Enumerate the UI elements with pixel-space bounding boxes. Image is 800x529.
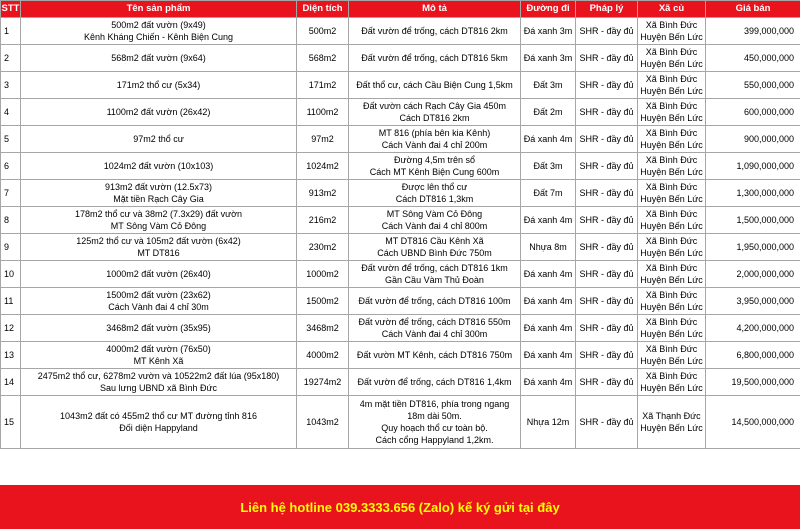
cell-commune-line: Huyện Bến Lức [640, 423, 703, 433]
cell-stt: 4 [1, 99, 21, 126]
cell-price: 550,000,000 [706, 72, 800, 99]
cell-description-line: 4m mặt tiền DT816, phía trong ngang [359, 399, 510, 409]
cell-commune-line: Huyện Bến Lức [640, 302, 703, 312]
cell-commune [638, 45, 706, 72]
cell-area: 216m2 [297, 207, 349, 234]
cell-name-line: 125m2 thổ cư và 105m2 đất vườn (6x42) [76, 236, 241, 246]
cell-commune-line: Xã Bình Đức [645, 209, 698, 219]
cell-stt: 6 [1, 153, 21, 180]
cell-road: Đá xanh 4m [521, 315, 576, 342]
cell-commune-line: Xã Bình Đức [645, 290, 698, 300]
cell-name-line: Mặt tiền Rạch Cây Gia [113, 194, 204, 204]
cell-commune [638, 126, 706, 153]
cell-commune [638, 396, 706, 449]
cell-commune-line: Xã Bình Đức [645, 155, 698, 165]
cell-name [21, 45, 297, 72]
cell-name-line: 171m2 thổ cư (5x34) [116, 80, 201, 90]
table-row [1, 342, 800, 369]
cell-name-line: 1000m2 đất vườn (26x40) [106, 269, 211, 279]
cell-price: 450,000,000 [706, 45, 800, 72]
cell-commune [638, 72, 706, 99]
cell-stt: 1 [1, 18, 21, 45]
cell-road: Đá xanh 4m [521, 126, 576, 153]
cell-description [349, 180, 521, 207]
cell-name [21, 234, 297, 261]
cell-legal: SHR - đầy đủ [576, 369, 638, 396]
table-row [1, 315, 800, 342]
cell-commune-line: Huyện Bến Lức [640, 383, 703, 393]
cell-area: 568m2 [297, 45, 349, 72]
cell-commune-line: Xã Bình Đức [645, 344, 698, 354]
cell-commune-line: Huyện Bến Lức [640, 248, 703, 258]
cell-description [349, 99, 521, 126]
cell-name-line: MT Kênh Xã [133, 356, 184, 366]
cell-name-line: MT Sông Vàm Cỏ Đông [110, 221, 207, 231]
cell-area: 19274m2 [297, 369, 349, 396]
cell-description-line: Cách Vành đai 4 chỉ 200m [381, 140, 488, 150]
cell-description-line: Cách MT Kênh Biện Cung 600m [369, 167, 500, 177]
cell-legal: SHR - đầy đủ [576, 153, 638, 180]
cell-legal: SHR - đầy đủ [576, 72, 638, 99]
table-row [1, 369, 800, 396]
cell-stt: 15 [1, 396, 21, 449]
cell-commune-line: Xã Bình Đức [645, 236, 698, 246]
cell-name [21, 315, 297, 342]
cell-commune [638, 234, 706, 261]
cell-commune-line: Huyện Bến Lức [640, 59, 703, 69]
cell-description [349, 153, 521, 180]
cell-name [21, 369, 297, 396]
cell-commune [638, 315, 706, 342]
cell-description-line: Cách cổng Happyland 1,2km. [375, 435, 494, 445]
cell-commune-line: Xã Bình Đức [645, 317, 698, 327]
cell-road: Đá xanh 4m [521, 207, 576, 234]
cell-name-line: 1024m2 đất vườn (10x103) [103, 161, 214, 171]
cell-stt: 12 [1, 315, 21, 342]
cell-description [349, 72, 521, 99]
cell-area: 230m2 [297, 234, 349, 261]
table-row [1, 126, 800, 153]
header-price: Giá bán [706, 1, 800, 18]
cell-area: 500m2 [297, 18, 349, 45]
table-row [1, 153, 800, 180]
cell-commune [638, 369, 706, 396]
cell-description [349, 45, 521, 72]
cell-commune [638, 99, 706, 126]
cell-description-line: Được lên thổ cư [401, 182, 468, 192]
cell-name [21, 261, 297, 288]
header-row [1, 1, 800, 18]
cell-legal: SHR - đầy đủ [576, 288, 638, 315]
table-row [1, 180, 800, 207]
cell-legal: SHR - đầy đủ [576, 126, 638, 153]
cell-commune-line: Xã Bình Đức [645, 263, 698, 273]
header-road: Đường đi [521, 1, 576, 18]
cell-legal: SHR - đầy đủ [576, 180, 638, 207]
cell-description-line: Quy hoạch thổ cư toàn bộ. [381, 423, 488, 433]
cell-price: 6,800,000,000 [706, 342, 800, 369]
table-row [1, 18, 800, 45]
cell-description-line: Cách DT816 1,3km [395, 194, 474, 204]
cell-stt: 3 [1, 72, 21, 99]
cell-description-line: Cách Vành đai 4 chỉ 300m [381, 329, 488, 339]
cell-commune [638, 180, 706, 207]
cell-area: 1000m2 [297, 261, 349, 288]
cell-name [21, 18, 297, 45]
cell-name-line: 97m2 thổ cư [133, 134, 184, 144]
cell-road: Đá xanh 3m [521, 45, 576, 72]
cell-description-line: MT 816 (phía bên kia Kênh) [378, 128, 491, 138]
cell-description-line: Đất vườn để trống, cách DT816 1km [361, 263, 508, 273]
cell-name-line: Đối diện Happyland [119, 423, 198, 433]
cell-legal: SHR - đầy đủ [576, 261, 638, 288]
cell-legal: SHR - đầy đủ [576, 207, 638, 234]
cell-commune [638, 207, 706, 234]
cell-description [349, 396, 521, 449]
cell-legal: SHR - đầy đủ [576, 342, 638, 369]
cell-description-line: Cách DT816 2km [399, 113, 470, 123]
cell-name-line: Sau lưng UBND xã Bình Đức [99, 383, 218, 393]
cell-stt: 10 [1, 261, 21, 288]
cell-commune-line: Huyện Bến Lức [640, 356, 703, 366]
cell-commune-line: Huyện Bến Lức [640, 86, 703, 96]
cell-commune-line: Huyện Bến Lức [640, 329, 703, 339]
cell-name-line: 500m2 đất vườn (9x49) [111, 20, 206, 30]
cell-description-line: Cách Vành đai 4 chỉ 800m [381, 221, 488, 231]
cell-name-line: 568m2 đất vườn (9x64) [111, 53, 206, 63]
cell-name-line: 4000m2 đất vườn (76x50) [106, 344, 211, 354]
cell-commune-line: Huyện Bến Lức [640, 140, 703, 150]
cell-commune [638, 288, 706, 315]
cell-description-line: Đất vườn để trống, cách DT816 100m [358, 296, 511, 306]
cell-stt: 5 [1, 126, 21, 153]
cell-description-line: Cách UBND Bình Đức 750m [377, 248, 492, 258]
cell-stt: 13 [1, 342, 21, 369]
cell-name-line: 3468m2 đất vườn (35x95) [106, 323, 211, 333]
hotline-banner: Liên hệ hotline 039.3333.656 (Zalo) kế ký gửi tại đây [0, 485, 800, 529]
cell-name [21, 72, 297, 99]
table-row [1, 234, 800, 261]
cell-stt: 9 [1, 234, 21, 261]
cell-road: Đất 3m [521, 153, 576, 180]
header-commune: Xã củ [638, 1, 706, 18]
cell-name [21, 99, 297, 126]
cell-description-line: Đất vườn để trống, cách DT816 550m [358, 317, 511, 327]
cell-stt: 11 [1, 288, 21, 315]
cell-price: 1,500,000,000 [706, 207, 800, 234]
cell-area: 1024m2 [297, 153, 349, 180]
cell-commune [638, 342, 706, 369]
cell-commune-line: Xã Bình Đức [645, 20, 698, 30]
cell-area: 913m2 [297, 180, 349, 207]
cell-description [349, 261, 521, 288]
cell-price: 1,300,000,000 [706, 180, 800, 207]
cell-description [349, 369, 521, 396]
cell-legal: SHR - đầy đủ [576, 396, 638, 449]
cell-description [349, 288, 521, 315]
cell-legal: SHR - đầy đủ [576, 18, 638, 45]
header-description: Mô tả [349, 1, 521, 18]
cell-description-line: MT DT816 Cầu Kênh Xã [385, 236, 484, 246]
cell-description-line: Đất thổ cư, cách Cầu Biện Cung 1,5km [356, 80, 513, 90]
cell-legal: SHR - đầy đủ [576, 315, 638, 342]
table-row [1, 288, 800, 315]
cell-name [21, 342, 297, 369]
cell-commune [638, 261, 706, 288]
cell-commune-line: Huyện Bến Lức [640, 167, 703, 177]
cell-name [21, 180, 297, 207]
cell-legal: SHR - đầy đủ [576, 234, 638, 261]
cell-commune-line: Xã Bình Đức [645, 371, 698, 381]
cell-commune-line: Xã Thạnh Đức [642, 411, 701, 421]
header-area: Diện tích [297, 1, 349, 18]
cell-legal: SHR - đầy đủ [576, 45, 638, 72]
cell-description-line: Đất vườn để trống, cách DT816 1,4km [357, 377, 512, 387]
cell-legal: SHR - đầy đủ [576, 99, 638, 126]
cell-description [349, 342, 521, 369]
cell-description [349, 207, 521, 234]
cell-name-line: 1500m2 đất vườn (23x62) [106, 290, 211, 300]
cell-name [21, 126, 297, 153]
cell-description-line: Đất vườn để trống, cách DT816 5km [361, 53, 508, 63]
cell-description-line: MT Sông Vàm Cỏ Đông [386, 209, 483, 219]
cell-commune-line: Huyện Bến Lức [640, 113, 703, 123]
cell-area: 1043m2 [297, 396, 349, 449]
cell-area: 1500m2 [297, 288, 349, 315]
cell-road: Đá xanh 3m [521, 18, 576, 45]
cell-name [21, 288, 297, 315]
cell-commune-line: Xã Bình Đức [645, 74, 698, 84]
cell-name [21, 396, 297, 449]
table-body [1, 18, 800, 449]
table-row [1, 72, 800, 99]
cell-stt: 14 [1, 369, 21, 396]
cell-price: 399,000,000 [706, 18, 800, 45]
cell-area: 97m2 [297, 126, 349, 153]
cell-name-line: 2475m2 thổ cư, 6278m2 vườn và 10522m2 đất lúa (95x180) [37, 371, 280, 381]
table-row [1, 261, 800, 288]
cell-price: 14,500,000,000 [706, 396, 800, 449]
table-row [1, 396, 800, 449]
cell-name-line: MT DT816 [137, 248, 180, 258]
cell-description-line: Gần Cầu Vàm Thủ Đoàn [385, 275, 484, 285]
cell-description-line: Đất vườn để trống, cách DT816 2km [361, 26, 508, 36]
cell-commune-line: Xã Bình Đức [645, 182, 698, 192]
cell-commune-line: Xã Bình Đức [645, 101, 698, 111]
table-row [1, 45, 800, 72]
cell-description [349, 234, 521, 261]
cell-stt: 7 [1, 180, 21, 207]
cell-road: Đá xanh 4m [521, 261, 576, 288]
cell-description [349, 315, 521, 342]
cell-description [349, 18, 521, 45]
cell-road: Nhựa 12m [521, 396, 576, 449]
cell-area: 171m2 [297, 72, 349, 99]
table-row [1, 99, 800, 126]
cell-area: 3468m2 [297, 315, 349, 342]
header-name: Tên sản phẩm [21, 1, 297, 18]
cell-name-line: 1043m2 đất có 455m2 thổ cư MT đường tỉnh 816 [60, 411, 257, 421]
cell-description-line: Đường 4,5m trên sổ [394, 155, 475, 165]
cell-area: 4000m2 [297, 342, 349, 369]
cell-price: 4,200,000,000 [706, 315, 800, 342]
cell-description [349, 126, 521, 153]
cell-name-line: Kênh Kháng Chiến - Kênh Biện Cung [83, 32, 234, 42]
cell-commune-line: Huyện Bến Lức [640, 194, 703, 204]
table-row [1, 207, 800, 234]
cell-commune [638, 18, 706, 45]
cell-road: Đất 7m [521, 180, 576, 207]
cell-price: 1,950,000,000 [706, 234, 800, 261]
cell-road: Đất 2m [521, 99, 576, 126]
cell-name-line: Cách Vành đai 4 chỉ 30m [108, 302, 209, 312]
cell-name [21, 153, 297, 180]
cell-price: 600,000,000 [706, 99, 800, 126]
cell-name-line: 178m2 thổ cư và 38m2 (7.3x29) đất vườn [74, 209, 243, 219]
cell-price: 2,000,000,000 [706, 261, 800, 288]
cell-commune-line: Xã Bình Đức [645, 47, 698, 57]
cell-description-line: Đất vườn cách Rạch Cây Gia 450m [363, 101, 506, 111]
cell-road: Đá xanh 4m [521, 342, 576, 369]
cell-name-line: 1100m2 đất vườn (26x42) [106, 107, 211, 117]
cell-stt: 8 [1, 207, 21, 234]
cell-commune-line: Huyện Bến Lức [640, 275, 703, 285]
cell-price: 900,000,000 [706, 126, 800, 153]
cell-price: 1,090,000,000 [706, 153, 800, 180]
cell-name [21, 207, 297, 234]
cell-road: Nhựa 8m [521, 234, 576, 261]
cell-description-line: 18m dài 50m. [407, 411, 462, 421]
cell-area: 1100m2 [297, 99, 349, 126]
cell-commune-line: Huyện Bến Lức [640, 32, 703, 42]
header-stt: STT [1, 1, 21, 18]
cell-road: Đất 3m [521, 72, 576, 99]
cell-road: Đá xanh 4m [521, 288, 576, 315]
cell-commune-line: Huyện Bến Lức [640, 221, 703, 231]
cell-description-line: Đất vườn MT Kênh, cách DT816 750m [356, 350, 513, 360]
cell-stt: 2 [1, 45, 21, 72]
cell-commune-line: Xã Bình Đức [645, 128, 698, 138]
cell-commune [638, 153, 706, 180]
cell-price: 3,950,000,000 [706, 288, 800, 315]
cell-name-line: 913m2 đất vườn (12.5x73) [105, 182, 212, 192]
header-legal: Pháp lý [576, 1, 638, 18]
cell-price: 19,500,000,000 [706, 369, 800, 396]
cell-road: Đá xanh 4m [521, 369, 576, 396]
